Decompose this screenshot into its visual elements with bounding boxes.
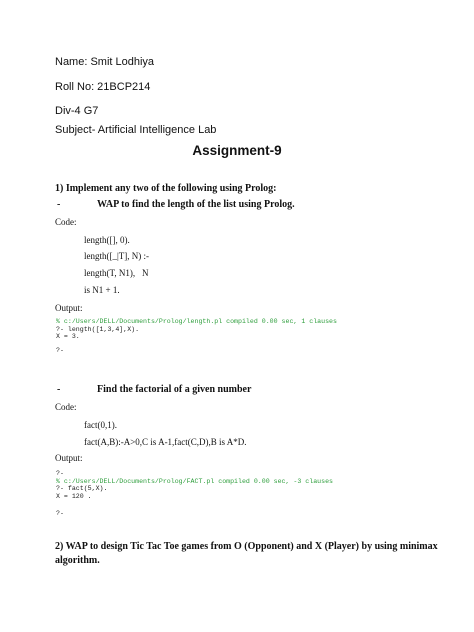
console-line: X = 120 .	[56, 492, 92, 500]
part-2-console-output	[56, 470, 333, 518]
part-1-bullet: -	[57, 199, 61, 210]
question-2-heading-continued: algorithm.	[55, 555, 100, 566]
part-2-output-label: Output:	[55, 453, 83, 463]
part-1-title: WAP to find the length of the list using Prolog.	[97, 199, 295, 210]
question-2-heading: 2) WAP to design Tic Tac Toe games from O (Opponent) and X (Player) by using minimax	[55, 541, 438, 552]
console-line: ?-	[56, 346, 64, 354]
part-1-console-output	[56, 318, 337, 354]
student-name: Name: Smit Lodhiya	[55, 56, 155, 68]
assignment-title: Assignment-9	[192, 143, 282, 158]
console-line: % c:/Users/DELL/Documents/Prolog/length.pl compiled 0.00 sec, 1 clauses	[56, 318, 337, 325]
console-line: ?-	[56, 510, 64, 518]
subject: Subject- Artificial Intelligence Lab	[55, 124, 217, 136]
code-line: fact(0,1).	[84, 420, 117, 430]
roll-number: Roll No: 21BCP214	[55, 81, 151, 93]
console-line: ?-	[56, 470, 64, 477]
code-line: length([], 0).	[84, 235, 130, 245]
code-line: N	[142, 268, 149, 278]
console-line: X = 3.	[56, 333, 80, 341]
division: Div-4 G7	[55, 105, 99, 117]
console-line: ?- fact(5,X).	[56, 485, 108, 493]
part-2-title: Find the factorial of a given number	[97, 384, 252, 395]
code-line: fact(A,B):-A>0,C is A-1,fact(C,D),B is A*D.	[84, 437, 247, 447]
part-1-code-label: Code:	[55, 217, 77, 227]
console-line: ?- length([1,3,4],X).	[56, 325, 140, 333]
code-line: length([_|T], N) :-	[84, 251, 150, 261]
console-line: % c:/Users/DELL/Documents/Prolog/FACT.pl compiled 0.00 sec, -3 clauses	[56, 477, 333, 485]
part-2-code-label: Code:	[55, 402, 77, 412]
code-line: length(T, N1),	[84, 268, 136, 278]
part-1-output-label: Output:	[55, 303, 83, 313]
code-line: is N1 + 1.	[84, 285, 120, 295]
part-2-bullet: -	[57, 384, 61, 395]
question-1-heading: 1) Implement any two of the following using Prolog:	[55, 183, 277, 194]
